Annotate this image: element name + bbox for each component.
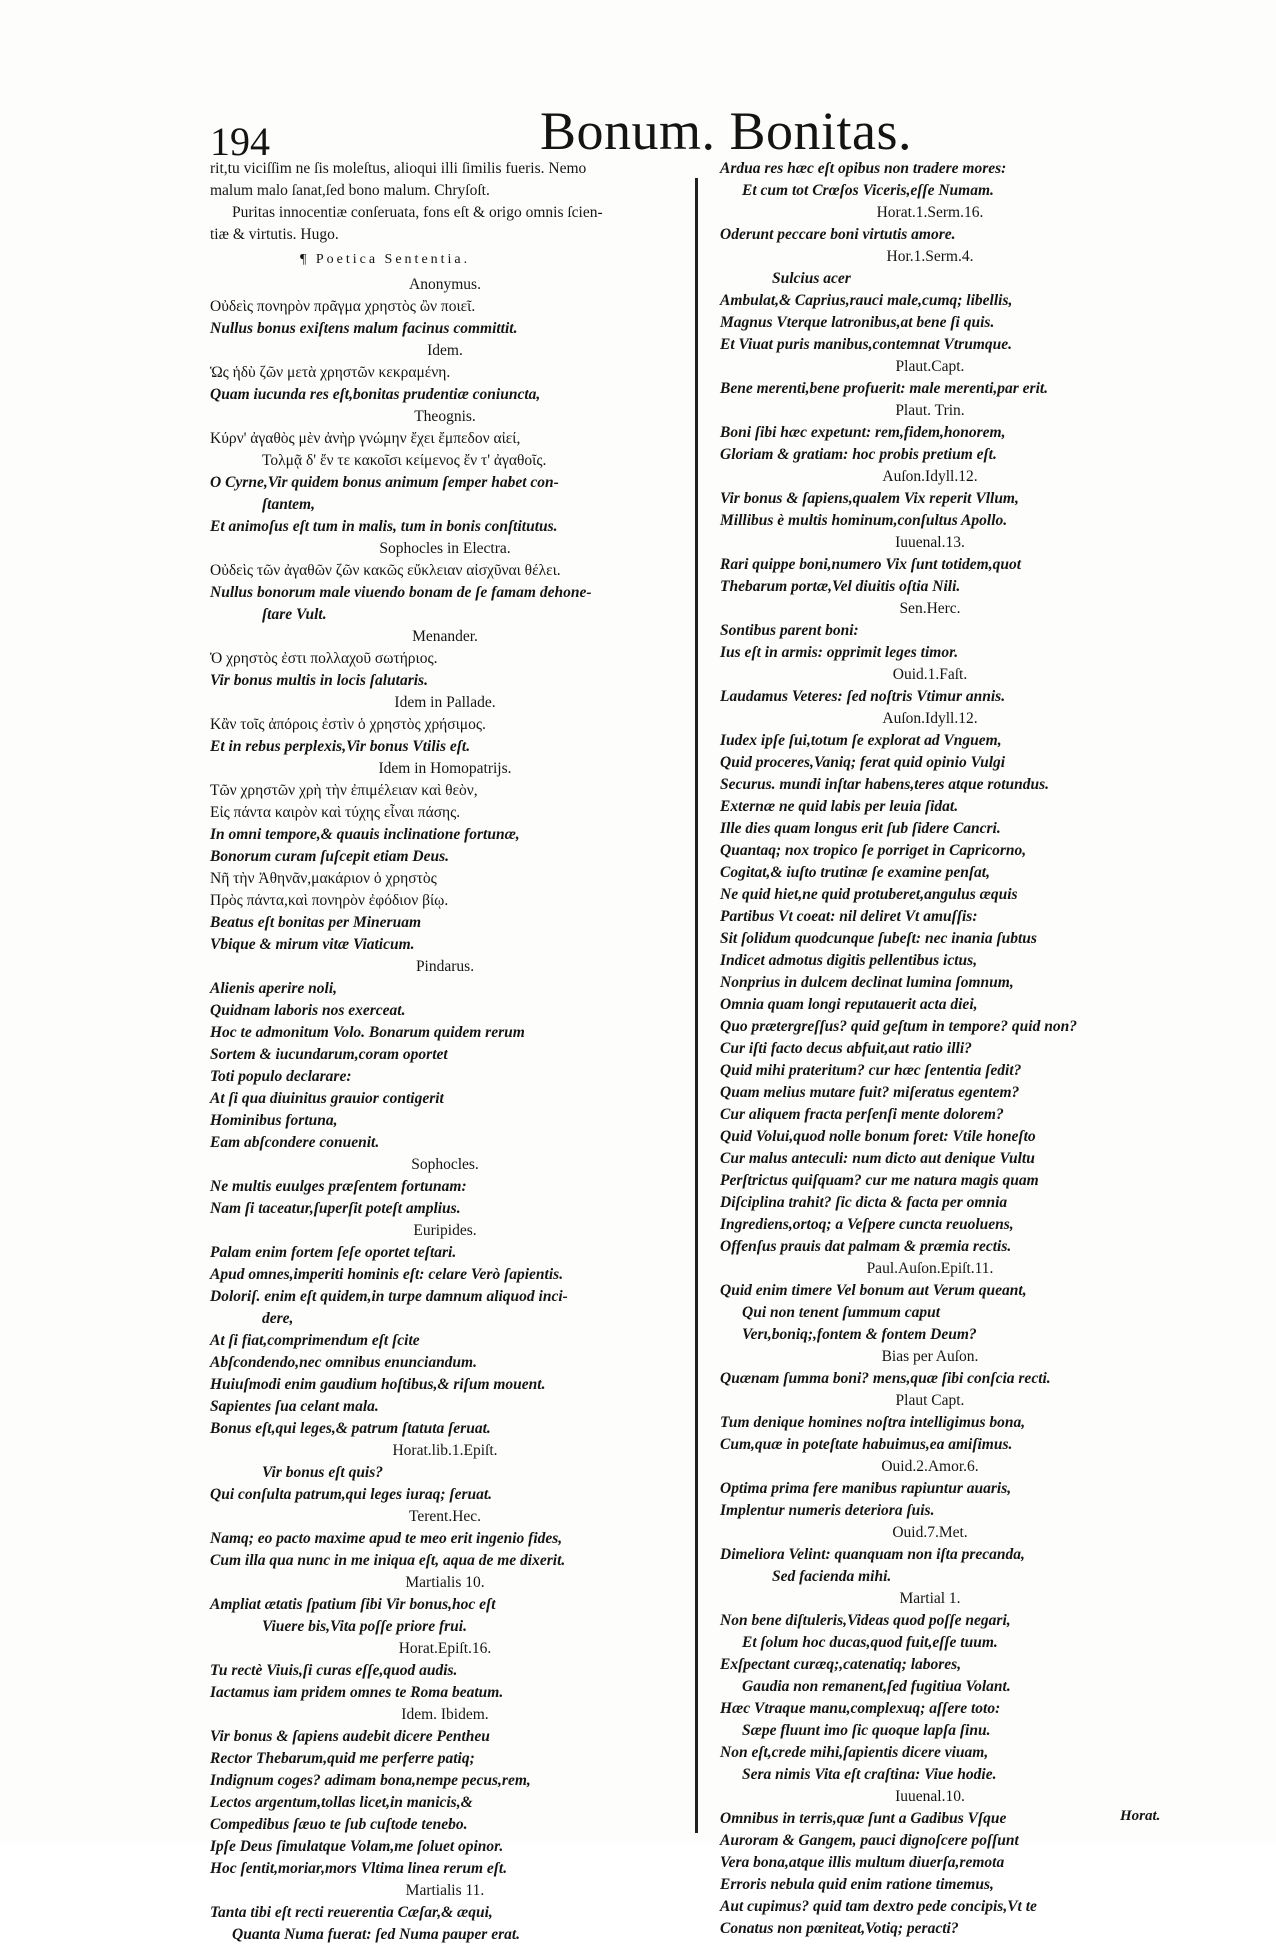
left-column-line: Euripides.	[413, 1222, 477, 1239]
left-column-line: Πρὸς πάντα,καὶ πονηρὸν ἐφόδιον βίῳ.	[210, 892, 449, 909]
left-column-line: Indignum coges? adimam bona,nempe pecus,rem,	[210, 1772, 531, 1789]
right-column-line: Quænam ſumma boni? mens,quæ ſibi conſcia recti.	[720, 1370, 1051, 1387]
right-column-line: Sæpe fluunt imo ſic quoque lapſa ſinu.	[742, 1722, 991, 1739]
left-column-line: Quidnam laboris nos exerceat.	[210, 1002, 406, 1019]
right-column-line: Cur aliquem fracta perſenſi mente dolorem?	[720, 1106, 1004, 1123]
left-column-line: Beatus eſt bonitas per Mineruam	[210, 914, 421, 931]
right-column-line: Martial 1.	[899, 1590, 961, 1607]
right-column-line: Sontibus parent boni:	[720, 622, 859, 639]
right-column-line: Vera bona,atque illis multum diuerſa,remota	[720, 1854, 1005, 1871]
right-column-line: Securus. mundi inſtar habens,teres atque rotundus.	[720, 776, 1050, 793]
right-column-line: Quo prætergreſſus? quid geſtum in tempore? quid non?	[720, 1018, 1077, 1035]
left-column-line: Sophocles.	[411, 1156, 479, 1173]
left-column-line: Qui conſulta patrum,qui leges iuraq; ſeruat.	[210, 1486, 493, 1503]
left-column-line: Martialis 11.	[405, 1882, 485, 1899]
left-column-line: Anonymus.	[409, 276, 481, 293]
right-column-line: Tum denique homines noſtra intelligimus bona,	[720, 1414, 1026, 1431]
right-column-line: Vir bonus & ſapiens,qualem Vix reperit Vllum,	[720, 490, 1019, 507]
left-column-line: Apud omnes,imperiti hominis eſt: celare Verò ſapientis.	[210, 1266, 564, 1283]
left-column-line: Viuere bis,Vita poſſe priore frui.	[262, 1618, 467, 1635]
right-column-line: Verι,boniq;,fontem & fontem Deum?	[742, 1326, 977, 1343]
left-column-line: Hominibus fortuna,	[210, 1112, 338, 1129]
right-column-line: Erroris nebula quid enim ratione timemus,	[720, 1876, 994, 1893]
right-column-line: Omnibus in terris,quæ ſunt a Gadibus Vſque	[720, 1810, 1007, 1827]
left-column-line: Abſcondendo,nec omnibus enunciandum.	[210, 1354, 477, 1371]
right-column-line: Laudamus Veteres: ſed noſtris Vtimur annis.	[720, 688, 1006, 705]
right-column-line: Oderunt peccare boni virtutis amore.	[720, 226, 956, 243]
left-column-line: Τῶν χρηστῶν χρὴ τὴν ἐπιμέλειαν καὶ θεὸν,	[210, 782, 478, 799]
page-number: 194	[210, 119, 270, 164]
right-column-line: Et cum tot Crœſos Viceris,eſſe Numam.	[742, 182, 994, 199]
right-column-line: Nonprius in dulcem declinat lumina ſomnum,	[720, 974, 1014, 991]
left-column-line: Οὐδεὶς πονηρὸν πρᾶγμα χρηστὸς ὢν ποιεῖ.	[210, 298, 476, 315]
right-column-line: Sera nimis Vita eſt craſtina: Viue hodie.	[742, 1766, 997, 1783]
left-column-line: Sapientes ſua celant mala.	[210, 1398, 379, 1415]
right-column-line: Optima prima fere manibus rapiuntur auaris,	[720, 1480, 1012, 1497]
left-column-line: Doloriſ. enim eſt quidem,in turpe damnum aliquod inci-	[210, 1288, 568, 1305]
left-column-line: Τολμᾷ δ' ἔν τε κακοῖσι κείμενος ἔν τ' ἀγαθοῖς.	[262, 452, 547, 469]
left-column-line: Ὁ χρηστὸς ἐστι πολλαχοῦ σωτήριος.	[210, 650, 438, 667]
left-column-line: Palam enim fortem ſeſe oportet teſtari.	[210, 1244, 457, 1261]
right-column-line: Et ſolum hoc ducas,quod fuit,eſſe tuum.	[742, 1634, 998, 1651]
left-column-line: Vbique & mirum vitæ Viaticum.	[210, 936, 415, 953]
left-column-line: Et animoſus eſt tum in malis, tum in bonis conſtitutus.	[210, 518, 558, 535]
left-column-line: Hoc te admonitum Volo. Bonarum quidem rerum	[210, 1024, 525, 1041]
left-column-line: Namq; eo pacto maxime apud te meo erit ingenio fides,	[210, 1530, 563, 1547]
right-column-line: Dimeliora Velint: quanquam non iſta precanda,	[720, 1546, 1025, 1563]
right-column-line: Iudex ipſe ſui,totum ſe explorat ad Vnguem,	[720, 732, 1002, 749]
right-column-line: Plaut Capt.	[895, 1392, 965, 1409]
right-column-line: Gaudia non remanent,ſed fugitiua Volant.	[742, 1678, 1011, 1695]
right-column-line: Diſciplina trahit? ſic dicta & facta per omnia	[720, 1194, 1008, 1211]
left-column-line: Alienis aperire noli,	[210, 980, 338, 997]
right-column-line: Qui non tenent ſummum caput	[742, 1304, 941, 1321]
catchword: Horat.	[1120, 1808, 1161, 1824]
right-column-line: Auſon.Idyll.12.	[882, 468, 978, 485]
right-column-line: Cum,quæ in poteſtate habuimus,ea amiſimus.	[720, 1436, 1013, 1453]
left-column-line: Οὐδεὶς τῶν ἀγαθῶν ζῶν κακῶς εὔκλειαν αἰσχῦναι θέλει.	[210, 562, 561, 579]
right-column-line: Paul.Auſon.Epiſt.11.	[866, 1260, 994, 1277]
left-column-line: Bonorum curam ſuſcepit etiam Deus.	[210, 848, 449, 865]
right-column-line: Cogitat,& iuſto trutinæ ſe examine penſat,	[720, 864, 990, 881]
right-column-line: Ius eſt in armis: opprimit leges timor.	[720, 644, 959, 661]
left-column-line: Ipſe Deus ſimulatque Volam,me ſoluet opinor.	[210, 1838, 504, 1855]
right-column-line: Non eſt,crede mihi,ſapientis dicere viuam,	[720, 1744, 989, 1761]
right-column-line: Bene merenti,bene profuerit: male merenti,par erit.	[720, 380, 1049, 397]
right-column-line: Plaut. Trin.	[895, 402, 965, 419]
left-column-line: Κύρν' ἀγαθὸς μὲν ἀνὴρ γνώμην ἔχει ἔμπεδον αἰεί,	[210, 430, 521, 447]
right-column-line: Rari quippe boni,numero Vix ſunt totidem,quot	[720, 556, 1022, 573]
left-column-line: In omni tempore,& quauis inclinatione fortunæ,	[210, 826, 520, 843]
right-column-line: Horat.1.Serm.16.	[876, 204, 984, 221]
left-column-line: ſtantem,	[262, 496, 315, 513]
left-column-line: Idem.	[427, 342, 463, 359]
right-column-line: Auſon.Idyll.12.	[882, 710, 978, 727]
right-column-line: Quam melius mutare fuit? miſeratus egentem?	[720, 1084, 1020, 1101]
left-column-line: Huiuſmodi enim gaudium hoſtibus,& riſum mouent.	[210, 1376, 546, 1393]
right-column-line: Iuuenal.10.	[895, 1788, 965, 1805]
left-column-line: Bonus eſt,qui leges,& patrum ſtatuta ſeruat.	[210, 1420, 491, 1437]
right-column-line: Exſpectant curæq;,catenatiq; labores,	[720, 1656, 962, 1673]
running-head: Bonum. Bonitas.	[540, 101, 913, 161]
left-column-line: Quam iucunda res eſt,bonitas prudentiæ coniuncta,	[210, 386, 541, 403]
left-column-line: Terent.Hec.	[408, 1508, 482, 1525]
left-column-line: Horat.lib.1.Epiſt.	[392, 1442, 498, 1459]
left-column-line: Nullus bonorum male viuendo bonam de ſe famam dehone-	[210, 584, 592, 601]
right-column-line: Externæ ne quid labis per leuia ſidat.	[720, 798, 959, 815]
left-column-line: Idem. Ibidem.	[401, 1706, 489, 1723]
left-column-line: Ne multis euulges præſentem fortunam:	[210, 1178, 467, 1195]
left-column	[210, 158, 680, 1946]
left-column-line: rit,tu viciſſim ne ſis moleſtus, alioqui illi ſimilis fueris. Nemo	[210, 160, 587, 177]
left-column-line: Ὡς ἡδὺ ζῶν μετὰ χρηστῶν κεκραμένη.	[210, 364, 451, 381]
left-column-line: Κἂν τοῖς ἀπόροις ἐστὶν ὁ χρηστὸς χρήσιμος.	[210, 716, 486, 733]
column-rule	[695, 178, 698, 1833]
left-column-line: Nullus bonus exiſtens malum facinus committit.	[210, 320, 518, 337]
right-column-line: Plaut.Capt.	[895, 358, 965, 375]
right-column-line: Implentur numeris deteriora ſuis.	[720, 1502, 935, 1519]
right-column-line: Perſtrictus quiſquam? cur me natura magis quam	[720, 1172, 1039, 1189]
left-column-line: Idem in Homopatrijs.	[378, 760, 512, 777]
left-column-line: Theognis.	[414, 408, 476, 425]
left-column-line: Tu rectè Viuis,ſi curas eſſe,quod audis.	[210, 1662, 458, 1679]
right-column-line: Iuuenal.13.	[895, 534, 965, 551]
right-column-line: Hæc Vtraque manu,complexuq; aſſere toto:	[720, 1700, 1001, 1717]
right-column-line: Ardua res hæc eſt opibus non tradere mores:	[720, 160, 1007, 177]
right-column-line: Millibus è multis hominum,conſultus Apollo.	[720, 512, 1008, 529]
left-column-line: Toti populo declarare:	[210, 1068, 352, 1085]
left-column-line: ſtare Vult.	[262, 606, 327, 623]
left-column-line: Tanta tibi eſt recti reuerentia Cæſar,& æqui,	[210, 1904, 493, 1921]
left-column-line: Vir bonus & ſapiens audebit dicere Pentheu	[210, 1728, 490, 1745]
left-column-line: ¶ Poetica Sententia.	[300, 252, 471, 267]
right-column-line: Conatus non pœniteat,Votiq; peracti?	[720, 1920, 959, 1937]
left-column-line: Hoc ſentit,moriar,mors Vltima linea rerum eſt.	[210, 1860, 508, 1877]
right-column-line: Indicet admotus digitis pellentibus ictus,	[720, 952, 978, 969]
right-column-line: Sit ſolidum quodcunque ſubeſt: nec inania ſubtus	[720, 930, 1037, 947]
left-column-line: Martialis 10.	[405, 1574, 485, 1591]
left-column-line: Vir bonus multis in locis ſalutaris.	[210, 672, 428, 689]
right-column-line: Omnia quam longi reputauerit acta diei,	[720, 996, 978, 1013]
right-column-line: Hor.1.Serm.4.	[886, 248, 974, 265]
right-column-line: Boni ſibi hæc expetunt: rem,fidem,honorem,	[720, 424, 1006, 441]
right-column-line: Cur iſti facto decus abfuit,aut ratio illi?	[720, 1040, 972, 1057]
right-column-line: Ille dies quam longus erit ſub ſidere Cancri.	[720, 820, 1001, 837]
left-column-line: Eam abſcondere conuenit.	[210, 1134, 380, 1151]
right-column-line: Ouid.7.Met.	[892, 1524, 968, 1541]
left-column-line: Nam ſi taceatur,ſuperſit poteſt amplius.	[210, 1200, 461, 1217]
left-column-line: Lectos argentum,tollas licet,in manicis,&	[210, 1794, 473, 1811]
left-column-line: dere,	[262, 1310, 294, 1327]
right-column-line: Quantaq; nox tropico ſe porriget in Capricorno,	[720, 842, 1027, 859]
left-column-line: Et in rebus perplexis,Vir bonus Vtilis eſt.	[210, 738, 471, 755]
left-column-line: O Cyrne,Vir quidem bonus animum ſemper habet con-	[210, 474, 559, 491]
right-column-line: Gloriam & gratiam: hoc probis pretium eſt.	[720, 446, 997, 463]
left-column-line: At ſi fiat,comprimendum eſt ſcite	[210, 1332, 420, 1349]
right-column-line: Quid enim timere Vel bonum aut Verum queant,	[720, 1282, 1027, 1299]
left-column-line: Sortem & iucundarum,coram oportet	[210, 1046, 448, 1063]
left-column-line: Quanta Numa fuerat: ſed Numa pauper erat.	[232, 1926, 521, 1943]
right-column-line: Aut cupimus? quid tam dextro pede concipis,Vt te	[720, 1898, 1037, 1915]
right-column-line: Ouid.2.Amor.6.	[881, 1458, 979, 1475]
right-column-line: Auroram & Gangem, pauci dignoſcere poſſunt	[720, 1832, 1019, 1849]
left-column-line: At ſi qua diuinitus grauior contigerit	[210, 1090, 444, 1107]
left-column-line: Νῆ τὴν Ἀθηνᾶν,μακάριον ὁ χρηστὸς	[210, 870, 437, 887]
left-column-line: Horat.Epiſt.16.	[398, 1640, 492, 1657]
right-column-line: Cur malus anteculi: num dicto aut denique Vultu	[720, 1150, 1035, 1167]
right-column-line: Et Viuat puris manibus,contemnat Vtrumque.	[720, 336, 1013, 353]
left-column-line: Εἰς πάντα καιρὸν καὶ τύχης εἶναι πάσης.	[210, 804, 461, 821]
right-column-line: Ambulat,& Caprius,rauci male,cumq; libellis,	[720, 292, 1013, 309]
left-column-line: Cum illa qua nunc in me iniqua eſt, aqua de me dixerit.	[210, 1552, 566, 1569]
left-column-line: Sophocles in Electra.	[379, 540, 511, 557]
left-column-line: Vir bonus eſt quis?	[262, 1464, 384, 1481]
left-column-line: Ampliat ætatis ſpatium ſibi Vir bonus,hoc eſt	[210, 1596, 496, 1613]
left-column-line: Idem in Pallade.	[394, 694, 496, 711]
left-column-line: tiæ & virtutis. Hugo.	[210, 226, 339, 243]
left-column-line: Compedibus ſæuo te ſub cuſtode tenebo.	[210, 1816, 468, 1833]
right-column-line: Ne quid hiet,ne quid protuberet,angulus æquis	[720, 886, 1018, 903]
right-column-line: Magnus Vterque latronibus,at bene ſi quis.	[720, 314, 995, 331]
right-column-line: Quid mihi prateritum? cur hæc ſententia ſedit?	[720, 1062, 1022, 1079]
right-column-line: Bias per Auſon.	[881, 1348, 979, 1365]
right-column-line: Non bene diſtuleris,Videas quod poſſe negari,	[720, 1612, 1011, 1629]
left-column-line: Iactamus iam pridem omnes te Roma beatum.	[210, 1684, 504, 1701]
left-column-line: Puritas innocentiæ conſeruata, fons eſt & origo omnis ſcien-	[232, 204, 603, 221]
left-column-line: malum malo ſanat,ſed bono malum. Chryſoſt.	[210, 182, 490, 199]
right-column-line: Sen.Herc.	[899, 600, 961, 617]
right-column-line: Partibus Vt coeat: nil deliret Vt amuſſis:	[720, 908, 978, 925]
right-column-line: Quid Volui,quod nolle bonum foret: Vtile honeſto	[720, 1128, 1036, 1145]
right-column-line: Thebarum portæ,Vel diuitis oſtia Nili.	[720, 578, 961, 595]
left-column-line: Menander.	[412, 628, 478, 645]
right-column	[720, 158, 1140, 1940]
right-column-line: Ingrediens,ortoq; a Veſpere cuncta reuoluens,	[720, 1216, 1014, 1233]
left-column-line: Rector Thebarum,quid me perferre patiq;	[210, 1750, 475, 1767]
right-column-line: Sed facienda mihi.	[772, 1568, 892, 1585]
right-column-line: Quid proceres,Vaniq; ferat quid opinio Vulgi	[720, 754, 1006, 771]
left-column-line: Pindarus.	[415, 958, 475, 975]
right-column-line: Sulcius acer	[772, 270, 851, 287]
right-column-line: Offenſus prauis dat palmam & præmia rectis.	[720, 1238, 1012, 1255]
right-column-line: Ouid.1.Faſt.	[892, 666, 968, 683]
